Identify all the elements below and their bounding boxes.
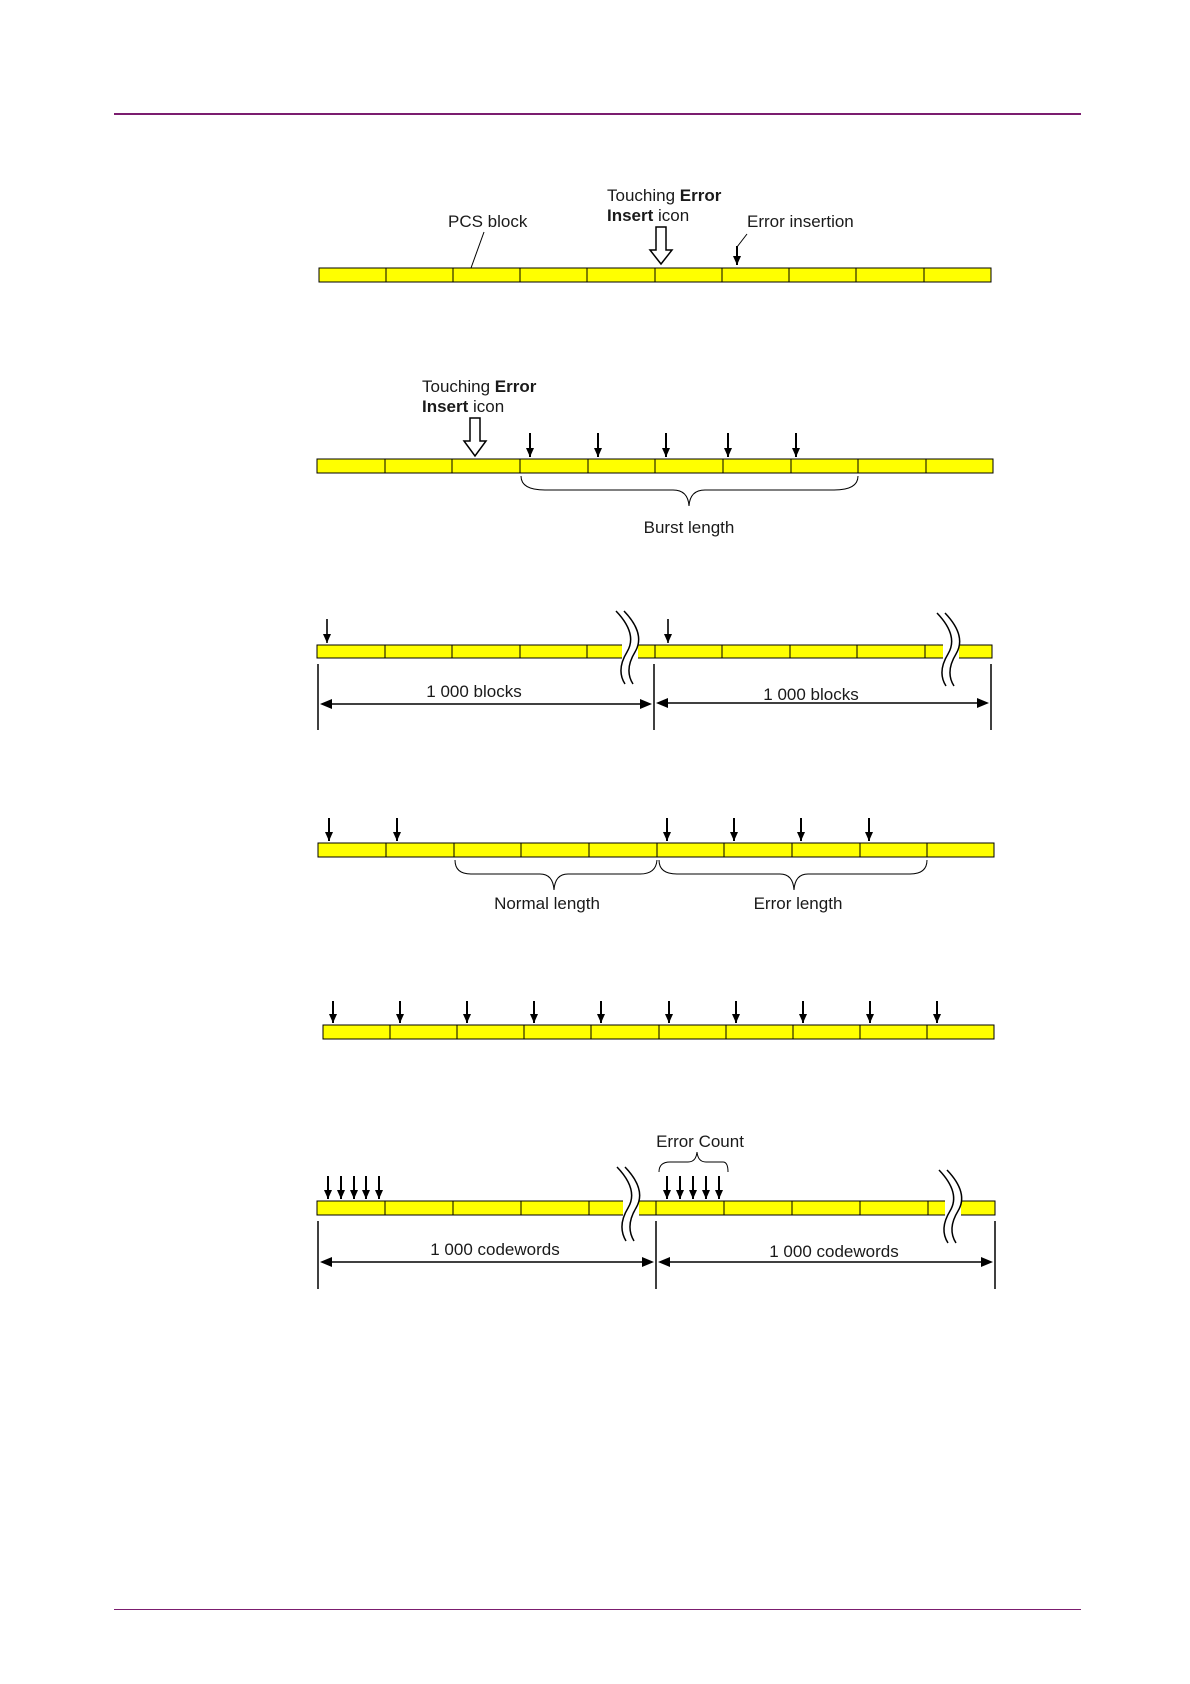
touching-label-line1: Touching Error	[607, 186, 722, 205]
diagram-per-1000-codewords	[317, 1132, 995, 1289]
span-left-label: 1 000 blocks	[426, 682, 522, 701]
hollow-down-arrow-icon	[650, 227, 672, 264]
normal-length-brace	[455, 860, 657, 890]
pcs-block-bar	[319, 268, 991, 282]
diagram-burst-insertion	[317, 377, 993, 537]
pcs-block-bar	[317, 459, 993, 473]
pcs-block-leader-line	[471, 232, 484, 268]
span-right-label: 1 000 blocks	[763, 685, 859, 704]
burst-length-brace	[521, 476, 858, 506]
error-insertion-label: Error insertion	[747, 212, 854, 231]
pcs-block-label: PCS block	[448, 212, 528, 231]
span-boundary-lines	[318, 664, 991, 730]
error-length-label: Error length	[753, 894, 843, 913]
diagram-single-insertion	[319, 186, 991, 282]
touching-label-line2: Insert icon	[422, 397, 505, 416]
touching-label-line1: Touching Error	[422, 377, 537, 396]
diagram-every-block	[323, 1001, 994, 1039]
normal-length-label: Normal length	[494, 894, 600, 913]
diagram-per-1000-blocks	[317, 606, 992, 730]
diagram-normal-error-length	[318, 818, 994, 913]
error-count-label: Error Count	[656, 1132, 744, 1151]
error-insertion-leader-line	[737, 234, 747, 247]
pcs-block-bar	[323, 1025, 994, 1039]
error-count-brace	[659, 1152, 728, 1172]
pcs-block-bar	[318, 843, 994, 857]
span-right-label: 1 000 codewords	[769, 1242, 899, 1261]
pcs-block-bar	[317, 645, 992, 658]
span-left-label: 1 000 codewords	[430, 1240, 560, 1259]
error-length-brace	[659, 860, 927, 890]
touching-label-line2: Insert icon	[607, 206, 690, 225]
hollow-down-arrow-icon	[464, 418, 486, 456]
pcs-block-bar	[317, 1201, 995, 1215]
burst-length-label: Burst length	[643, 518, 735, 537]
